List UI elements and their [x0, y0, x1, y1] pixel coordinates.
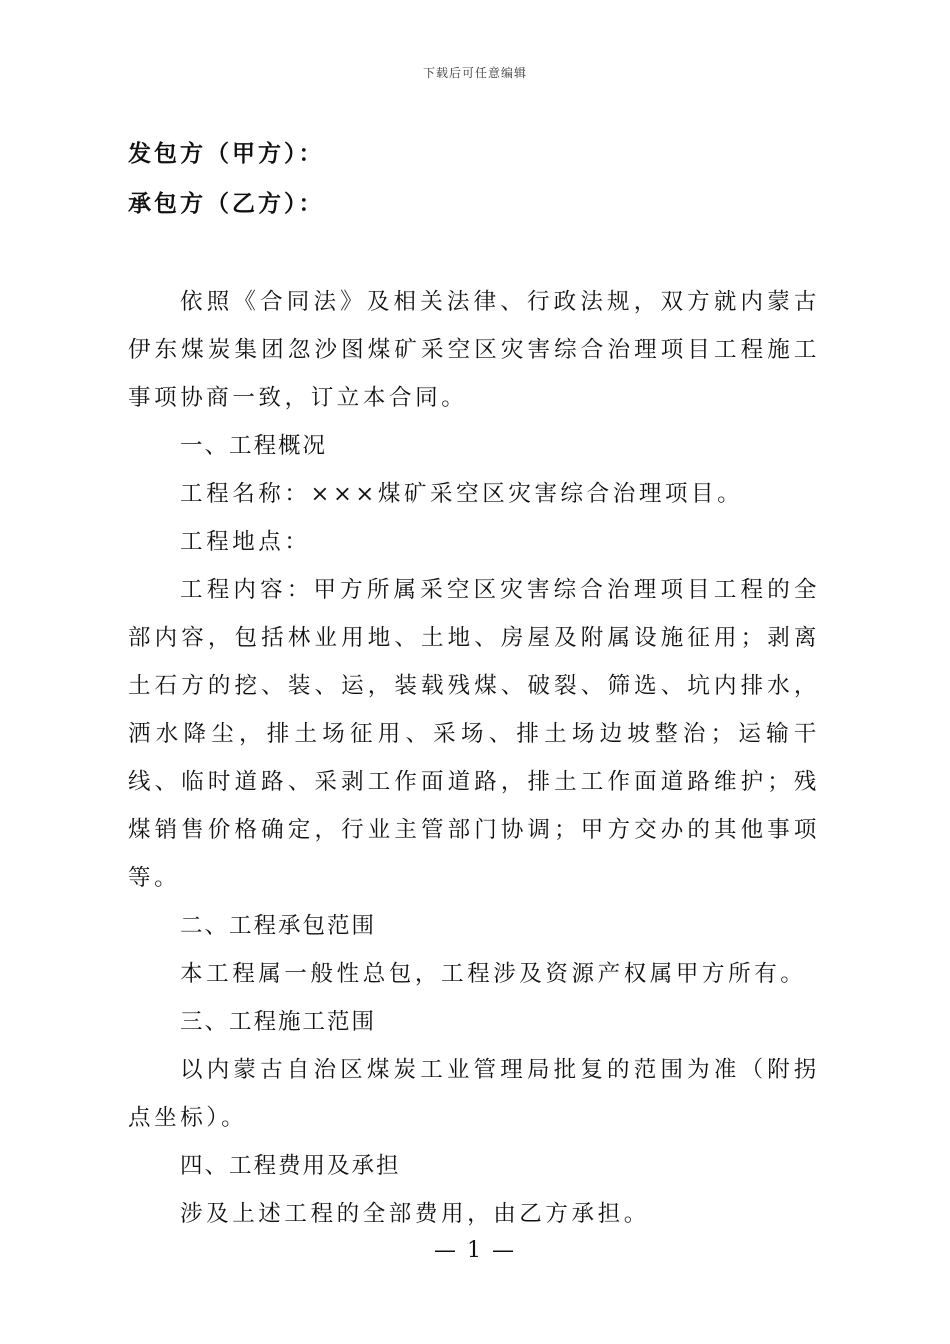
scope-paragraph: 本工程属一般性总包，工程涉及资源产权属甲方所有。: [180, 961, 807, 987]
contract-body: [128, 278, 820, 1238]
intro-paragraph: 依照《合同法》及相关法律、行政法规，双方就内蒙古伊东煤炭集团忽沙图煤矿采空区灾害综合治理项目工程施工事项协商一致，订立本合同。: [128, 289, 820, 411]
project-content-paragraph: 工程内容：甲方所属采空区灾害综合治理项目工程的全部内容，包括林业用地、土地、房屋及附属设施征用；剥离土石方的挖、装、运，装载残煤、破裂、筛选、坑内排水，洒水降尘，排土场征用、采场、排土场边坡整治；运输干线、临时道路、采剥工作面道路，排土工作面道路维护；残煤销售价格确定，行业主管部门协调；甲方交办的其他事项等。: [128, 577, 820, 891]
party-a-label: 发包方（甲方）：: [128, 141, 325, 167]
project-name-line: 工程名称：×××煤矿采空区灾害综合治理项目。: [180, 481, 744, 507]
costs-paragraph: 涉及上述工程的全部费用，由乙方承担。: [180, 1201, 650, 1227]
page-number: — 1 —: [434, 1238, 516, 1263]
section-heading-overview: 一、工程概况: [180, 433, 328, 459]
section-heading-costs: 四、工程费用及承担: [180, 1153, 401, 1179]
party-b-label: 承包方（乙方）：: [128, 191, 325, 217]
project-location-line: 工程地点：: [180, 529, 311, 555]
header-note: 下载后可任意编辑: [422, 66, 527, 80]
section-heading-scope: 二、工程承包范围: [180, 913, 377, 939]
construction-range-paragraph: 以内蒙古自治区煤炭工业管理局批复的范围为准（附拐点坐标）。: [128, 1057, 820, 1131]
section-heading-construction-range: 三、工程施工范围: [180, 1009, 377, 1035]
